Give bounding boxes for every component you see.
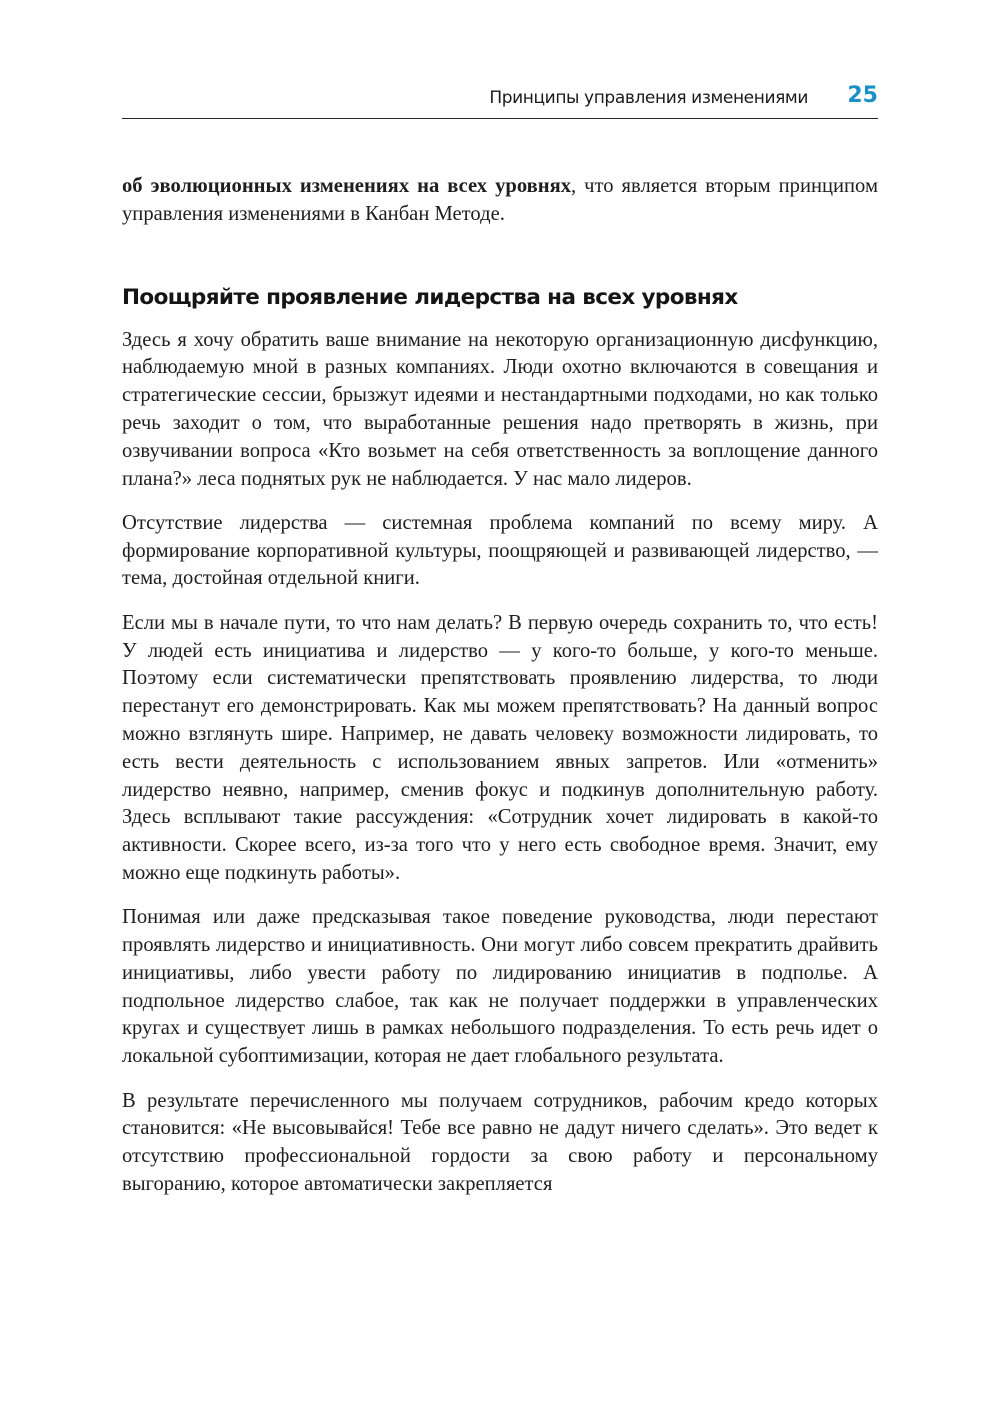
body-paragraph-4: Понимая или даже предсказывая такое поведение руководства, люди перестают проявлять лидерство и инициативность. Они могут либо совсем прекратить драйвить инициативы, либо увести работу по лидированию инициатив в подполье. А подпольное лидерство слабое, так как не получает поддержки в управленческих кругах и существует лишь в рамках небольшого подразделения. То есть речь идет о локальной субоптимизации, которая не дает глобального результата.	[122, 906, 878, 1068]
page-number: 25	[847, 83, 878, 108]
running-title: Принципы управления изменениями	[489, 88, 808, 108]
body-paragraph-2: Отсутствие лидерства — системная проблема компаний по всему миру. А формирование корпоративной культуры, поощряющей и развивающей лидерство, — тема, достойная отдельной книги.	[122, 511, 878, 590]
running-header	[122, 82, 878, 119]
intro-paragraph	[122, 173, 878, 229]
intro-bold-text: об эволюционных изменениях на всех уровнях	[122, 175, 572, 197]
section-heading: Поощряйте проявление лидерства на всех уровнях	[122, 284, 738, 310]
body-paragraph-5: В результате перечисленного мы получаем сотрудников, рабочим кредо которых становится: «Не высовывайся! Тебе все равно не дадут ничего сделать». Это ведет к отсутствию профессиональной гордости за свою работу и персональному выгоранию, которое автоматически закрепляется	[122, 1089, 878, 1195]
page-body	[122, 173, 878, 1199]
body-paragraph-3: Если мы в начале пути, то что нам делать? В первую очередь сохранить то, что есть! У людей есть инициатива и лидерство — у кого-то больше, у кого-то меньше. Поэтому если систематически препятствовать проявлению лидерства, то люди перестанут его демонстрировать. Как мы можем препятствовать? На данный вопрос можно взглянуть шире. Например, не давать человеку возможности лидировать, то есть вести деятельность с использованием явных запретов. Или «отменить» лидерство неявно, например, сменив фокус и подкинув дополнительную работу. Здесь всплывают такие рассуждения: «Сотрудник хочет лидировать в какой-то активности. Скорее всего, из-за того что у него есть свободное время. Значит, ему можно еще подкинуть работы».	[122, 611, 878, 884]
intro-text: , что является вторым принципом управления изменениями в Канбан Методе.	[122, 175, 878, 225]
body-paragraph-1: Здесь я хочу обратить ваше внимание на некоторую организационную дисфункцию, наблюдаемую мной в разных компаниях. Люди охотно включаются в совещания и стратегические сессии, брызжут идеями и нестандартными подходами, но как только речь заходит о том, что выработанные решения надо претворять в жизнь, при озвучивании вопроса «Кто возьмет на себя ответственность за воплощение данного плана?» леса поднятых рук не наблюдается. У нас мало лидеров.	[122, 328, 878, 490]
